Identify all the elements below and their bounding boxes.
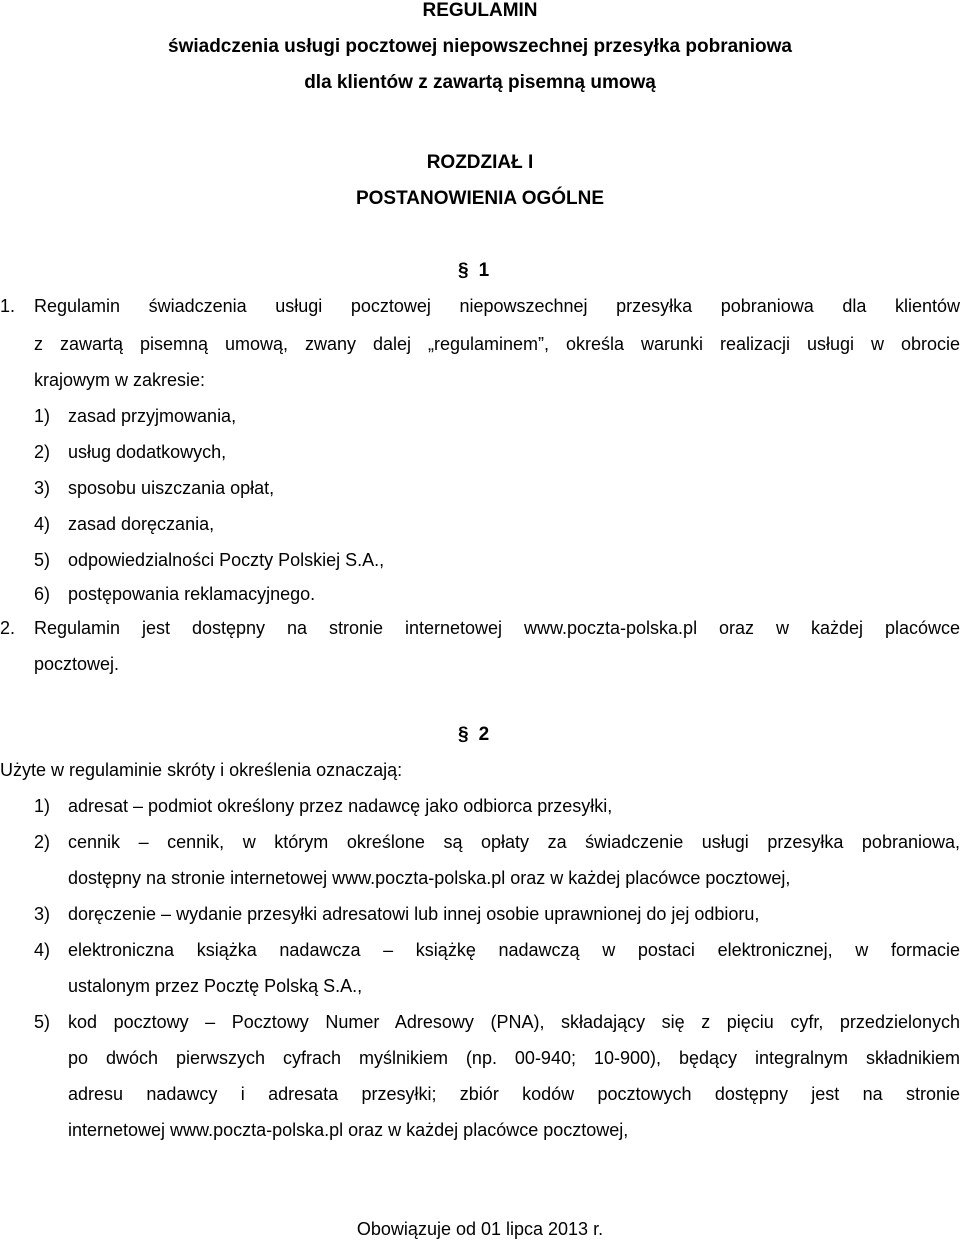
list-item-number: 1) — [34, 406, 51, 426]
list-item-number: 6) — [34, 584, 51, 604]
section-1-heading — [458, 260, 489, 282]
definition-line: po dwóch pierwszych cyfrach myślnikiem (np. 00-940; 10-900), będący integralnym składnikiem — [68, 1048, 960, 1068]
section-symbol: § — [458, 260, 469, 281]
definition-line: internetowej www.poczta-polska.pl oraz w każdej placówce pocztowej, — [68, 1120, 629, 1140]
document-title: REGULAMIN — [422, 0, 538, 21]
definition-line: adresu nadawcy i adresata przesyłki; zbiór kodów pocztowych dostępny jest na stronie — [68, 1084, 960, 1104]
section-number: 2 — [478, 724, 490, 745]
point-1-line-3: krajowym w zakresie: — [34, 370, 206, 390]
section-number: 1 — [478, 260, 490, 281]
list-item-number: 2) — [34, 442, 51, 462]
definition-line: ustalonym przez Pocztę Polską S.A., — [68, 976, 363, 996]
point-2-number: 2. — [0, 618, 16, 638]
section-symbol: § — [458, 724, 469, 745]
list-item-text: usług dodatkowych, — [68, 442, 227, 462]
list-item-text: zasad doręczania, — [68, 514, 215, 534]
definition-number: 5) — [34, 1012, 51, 1032]
list-item-number: 4) — [34, 514, 51, 534]
definition-number: 1) — [34, 796, 51, 816]
point-1-line-1: Regulamin świadczenia usługi pocztowej niepowszechnej przesyłka pobraniowa dla klientów — [34, 296, 960, 316]
definition-line: cennik – cennik, w którym określone są opłaty za świadczenie usługi przesyłka pobraniowa, — [68, 832, 960, 852]
definition-number: 3) — [34, 904, 51, 924]
definition-number: 2) — [34, 832, 51, 852]
definition-line: elektroniczna książka nadawcza – książkę nadawczą w postaci elektronicznej, w formacie — [68, 940, 960, 960]
list-item-text: sposobu uiszczania opłat, — [68, 478, 275, 498]
point-1-number: 1. — [0, 296, 16, 316]
definition-line: doręczenie – wydanie przesyłki adresatowi lub innej osobie uprawnionej do jej odbioru, — [68, 904, 760, 924]
point-2-line-2: pocztowej. — [34, 654, 120, 674]
document-subtitle-line-2: dla klientów z zawartą pisemną umową — [304, 72, 656, 93]
list-item-text: postępowania reklamacyjnego. — [68, 584, 316, 604]
definition-line: adresat – podmiot określony przez nadawcę jako odbiorca przesyłki, — [68, 796, 613, 816]
chapter-name: POSTANOWIENIA OGÓLNE — [355, 188, 605, 209]
definition-number: 4) — [34, 940, 51, 960]
list-item-text: odpowiedzialności Poczty Polskiej S.A., — [68, 550, 385, 570]
chapter-number: ROZDZIAŁ I — [426, 152, 534, 173]
document-subtitle-line-1: świadczenia usługi pocztowej niepowszechnej przesyłka pobraniowa — [168, 36, 792, 57]
definition-line: dostępny na stronie internetowej www.poczta-polska.pl oraz w każdej placówce pocztowej, — [68, 868, 791, 888]
definitions-intro: Użyte w regulaminie skróty i określenia oznaczają: — [0, 760, 403, 780]
point-1-line-2: z zawartą pisemną umową, zwany dalej „regulaminem”, określa warunki realizacji usługi w obrocie — [34, 334, 960, 354]
list-item-text: zasad przyjmowania, — [68, 406, 237, 426]
effective-date-footer: Obowiązuje od 01 lipca 2013 r. — [356, 1219, 604, 1239]
list-item-number: 3) — [34, 478, 51, 498]
list-item-number: 5) — [34, 550, 51, 570]
definition-line: kod pocztowy – Pocztowy Numer Adresowy (PNA), składający się z pięciu cyfr, przedzielonych — [68, 1012, 960, 1032]
section-2-heading — [458, 724, 489, 746]
point-2-line-1: Regulamin jest dostępny na stronie internetowej www.poczta-polska.pl oraz w każdej placówce — [34, 618, 960, 638]
